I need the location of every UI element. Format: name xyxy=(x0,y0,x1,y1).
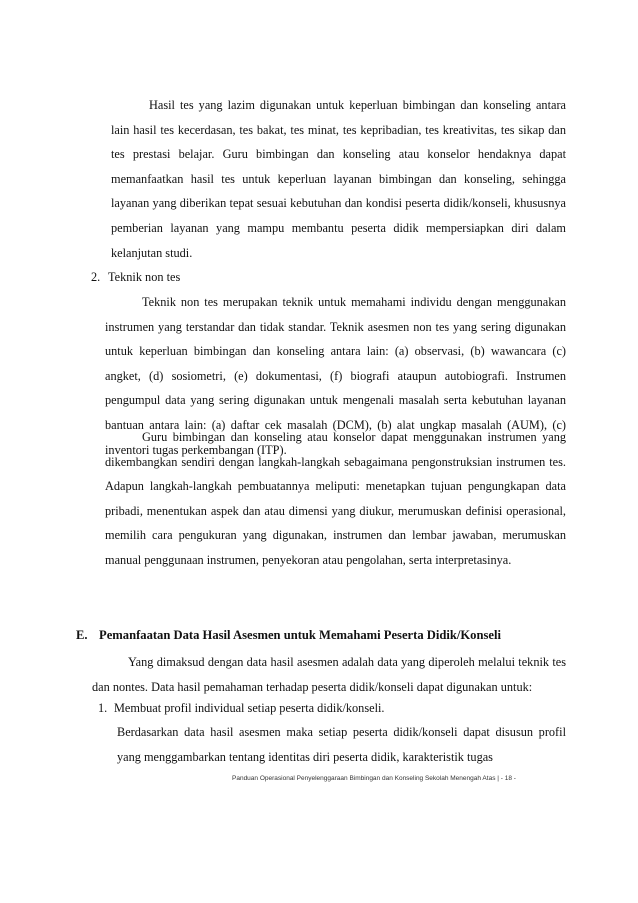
paragraph-guru-bk: Guru bimbingan dan konseling atau konselor dapat menggunakan instrumen yang dikembangkan sendiri dengan langkah-langkah sebagaimana pengonstruksian instrumen tes. Adapun langkah-langkah pembuatannya meliputi: menetapkan tujuan pengungkapan data pribadi, menentukan aspek dan atau dimensi yang diukur, merumuskan definisi operasional, memilih cara pengukuran yang digunakan, instrumen dan lembar jawaban, merumuskan manual penggunaan instrumen, penyekoran atau pengolahan, serta interpretasinya. xyxy=(105,430,566,567)
paragraph-yang-dimaksud: Yang dimaksud dengan data hasil asesmen adalah data yang diperoleh melalui teknik tes dan nontes. Data hasil pemahaman terhadap peserta didik/konseli dapat digunakan untuk: xyxy=(92,655,566,694)
list-label: Membuat profil individual setiap peserta didik/konseli. xyxy=(114,701,385,715)
list-number: 1. xyxy=(98,701,108,715)
paragraph-teknik-non-tes: Teknik non tes merupakan teknik untuk memahami individu dengan menggunakan instrumen yang terstandar dan tidak standar. Teknik asesmen non tes yang sering digunakan untuk keperluan bimbingan dan konseling antara lain: (a) observasi, (b) wawancara (c) angket, (d) sosiometri, (e) dokumentasi, (f) biografi ataupun autobiografi. Instrumen pengumpul data yang sering digunakan untuk mengenali masalah serta kebutuhan layanan bantuan antara lain: (a) daftar cek masalah (DCM), (b) alat ungkap masalah (AUM), (c) inventori tugas perkembangan (ITP). xyxy=(105,295,566,457)
paragraph-hasil-tes: Hasil tes yang lazim digunakan untuk keperluan bimbingan dan konseling antara lain hasil tes kecerdasan, tes bakat, tes minat, tes kepribadian, tes kreativitas, tes sikap dan tes prestasi belajar. Guru bimbingan dan konseling atau konselor hendaknya dapat memanfaatkan hasil tes untuk keperluan layanan bimbingan dan konseling, sehingga layanan yang diberikan tepat sesuai kebutuhan dan kondisi peserta didik/konseli, khususnya pemberian layanan yang mampu membantu peserta didik mempersiapkan diri dalam kelanjutan studi. xyxy=(111,98,566,260)
paragraph-berdasarkan: Berdasarkan data hasil asesmen maka setiap peserta didik/konseli dapat disusun profil yang menggambarkan tentang identitas diri peserta didik, karakteristik tugas xyxy=(117,725,566,764)
list-number: 2. xyxy=(91,270,101,284)
section-title: Pemanfaatan Data Hasil Asesmen untuk Memahami Peserta Didik/Konseli xyxy=(99,628,501,642)
page-footer: Panduan Operasional Penyelenggaraan Bimbingan dan Konseling Sekolah Menengah Atas | - 18 - xyxy=(232,775,516,782)
list-item-teknik-non-tes xyxy=(91,265,180,290)
list-label: Teknik non tes xyxy=(108,270,181,284)
section-letter: E. xyxy=(76,628,88,642)
section-heading-e xyxy=(76,623,501,647)
list-item-membuat-profil xyxy=(98,696,384,721)
